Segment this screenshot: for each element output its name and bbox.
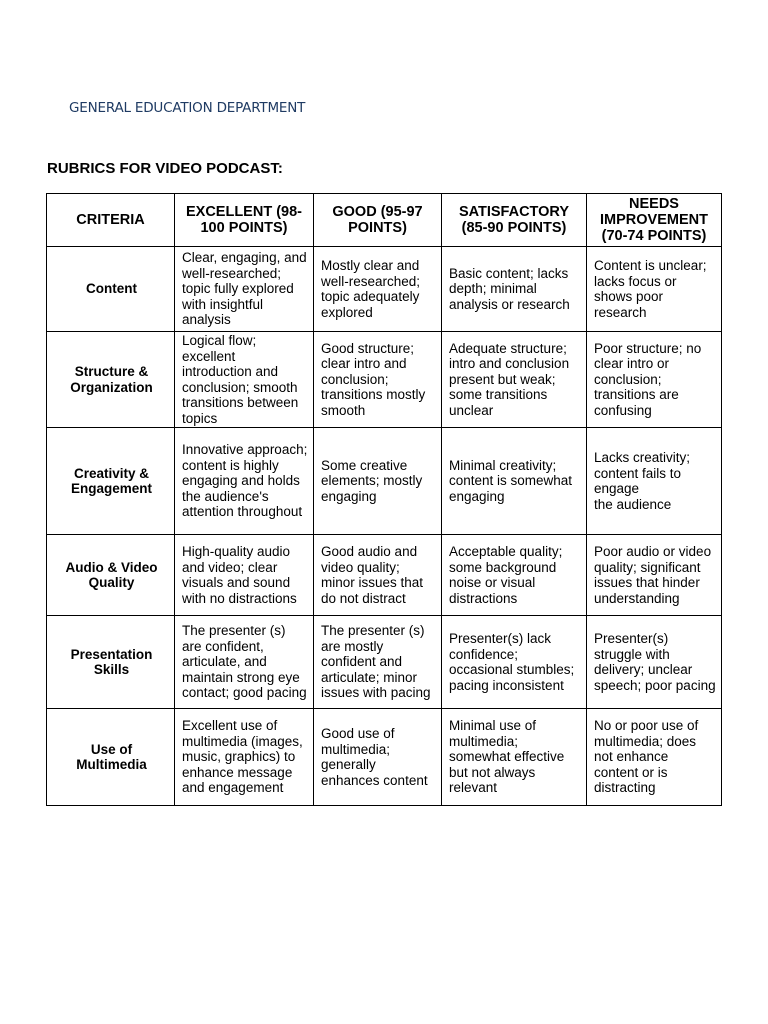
page-title: RUBRICS FOR VIDEO PODCAST: [47,160,283,177]
table-row [47,332,722,428]
good-cell: Good audio and video quality; minor issues that do not distract [314,535,442,616]
criteria-cell: Presentation Skills [47,616,175,709]
satisfactory-cell: Presenter(s) lack confidence; occasional stumbles; pacing inconsistent [442,616,587,709]
column-header-criteria: CRITERIA [47,194,175,247]
excellent-cell: Logical flow; excellent introduction and conclusion; smooth transitions between topics [175,332,314,428]
needs-improvement-cell: Poor audio or video quality; significant issues that hinder understanding [587,535,722,616]
table-row [47,616,722,709]
criteria-cell: Creativity & Engagement [47,428,175,535]
good-cell: Good structure; clear intro and conclusion; transitions mostly smooth [314,332,442,428]
table-row [47,247,722,332]
good-cell: Mostly clear and well-researched; topic adequately explored [314,247,442,332]
criteria-cell: Audio & Video Quality [47,535,175,616]
satisfactory-cell: Minimal creativity; content is somewhat engaging [442,428,587,535]
table-row [47,428,722,535]
satisfactory-cell: Acceptable quality; some background noise or visual distractions [442,535,587,616]
good-cell: The presenter (s) are mostly confident and articulate; minor issues with pacing [314,616,442,709]
good-cell: Good use of multimedia; generally enhances content [314,709,442,806]
satisfactory-cell: Minimal use of multimedia; somewhat effective but not always relevant [442,709,587,806]
table-row [47,709,722,806]
good-cell: Some creative elements; mostly engaging [314,428,442,535]
column-header-good: GOOD (95-97 POINTS) [314,194,442,247]
department-heading: GENERAL EDUCATION DEPARTMENT [69,100,306,116]
criteria-cell: Content [47,247,175,332]
excellent-cell: The presenter (s) are confident, articulate, and maintain strong eye contact; good pacing [175,616,314,709]
excellent-cell: Innovative approach; content is highly engaging and holds the audience's attention throughout [175,428,314,535]
criteria-cell: Structure & Organization [47,332,175,428]
column-header-needs-improvement: NEEDS IMPROVEMENT (70-74 POINTS) [587,194,722,247]
needs-improvement-cell: Presenter(s) struggle with delivery; unclear speech; poor pacing [587,616,722,709]
needs-improvement-cell: Poor structure; no clear intro or conclusion; transitions are confusing [587,332,722,428]
excellent-cell: Excellent use of multimedia (images, music, graphics) to enhance message and engagement [175,709,314,806]
rubric-table [46,193,722,806]
excellent-cell: High-quality audio and video; clear visuals and sound with no distractions [175,535,314,616]
needs-improvement-cell: Content is unclear; lacks focus or shows poor research [587,247,722,332]
excellent-cell: Clear, engaging, and well-researched; topic fully explored with insightful analysis [175,247,314,332]
satisfactory-cell: Basic content; lacks depth; minimal analysis or research [442,247,587,332]
table-row [47,535,722,616]
column-header-satisfactory: SATISFACTORY (85-90 POINTS) [442,194,587,247]
satisfactory-cell: Adequate structure; intro and conclusion present but weak; some transitions unclear [442,332,587,428]
table-header-row [47,194,722,247]
criteria-cell: Use of Multimedia [47,709,175,806]
column-header-excellent: EXCELLENT (98-100 POINTS) [175,194,314,247]
needs-improvement-cell: Lacks creativity; content fails to engage the audience [587,428,722,535]
needs-improvement-cell: No or poor use of multimedia; does not enhance content or is distracting [587,709,722,806]
